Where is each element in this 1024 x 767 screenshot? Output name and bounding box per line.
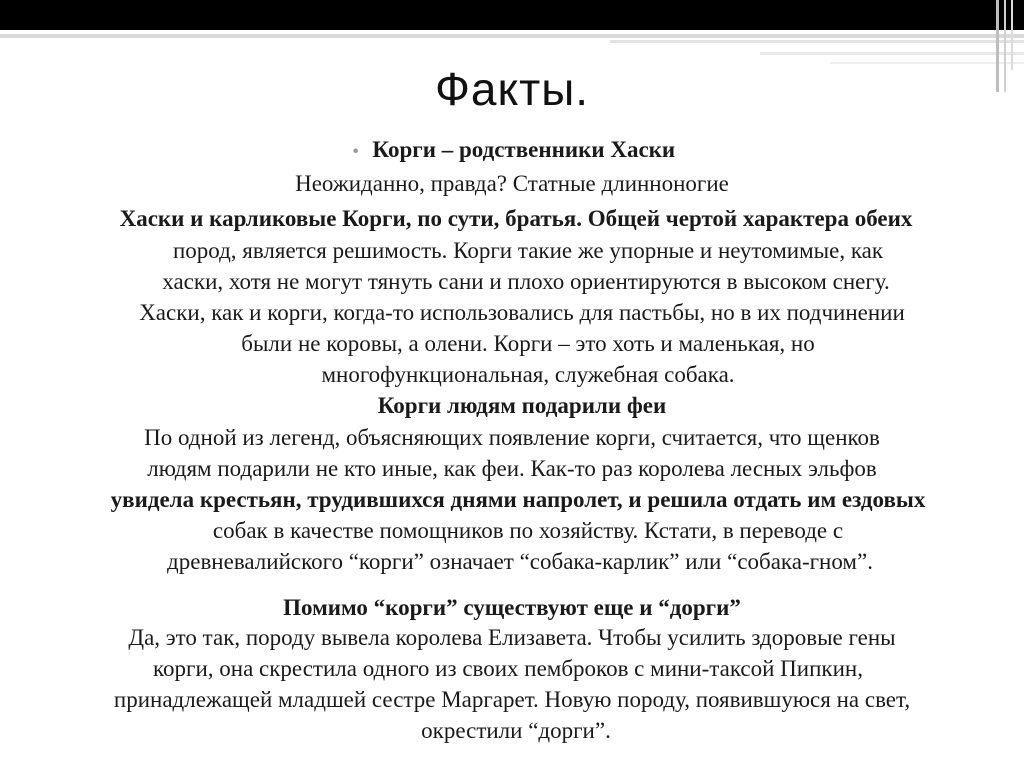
section-heading: Корги людям подарили феи — [377, 393, 667, 418]
decor-stripe — [610, 40, 1024, 43]
text-line: людям подарили не кто иные, как феи. Как-то раз королева лесных эльфов — [147, 456, 877, 481]
text-line: Неожиданно, правда? Статные длинноногие — [295, 171, 729, 196]
text-line: принадлежащей младшей сестре Маргарет. Новую породу, появившуюся на свет, — [113, 687, 911, 712]
section-heading: Помимо “корги” существуют еще и “дорги” — [283, 595, 741, 620]
text-line: Хаски, как и корги, когда-то использовались для пастьбы, но в их подчинении — [139, 300, 905, 325]
text-line: хаски, хотя не могут тянуть сани и плохо ориентируются в высоком снегу. — [162, 269, 890, 294]
bullet-icon: • — [352, 142, 359, 160]
text-line: Хаски и карликовые Корги, по сути, братья. Общей чертой характера обеих — [119, 206, 913, 231]
text-line: древневалийского “корги” означает “собака-карлик” или “собака-гном”. — [167, 549, 873, 574]
bullet-text: Корги – родственники Хаски — [372, 137, 676, 162]
top-bar — [0, 0, 1024, 30]
bullet-heading — [2, 136, 1024, 166]
text-line: увидела крестьян, трудившихся днями напролет, и решила отдать им ездовых — [110, 487, 926, 512]
decor-stripe — [0, 34, 1024, 38]
decor-stripe — [1011, 0, 1013, 70]
text-line: собак в качестве помощников по хозяйству. Кстати, в переводе с — [212, 518, 844, 543]
text-line: были не коровы, а олени. Корги – это хоть и маленькая, но — [241, 331, 815, 356]
decor-stripe — [760, 52, 1024, 55]
text-line: По одной из легенд, объясняющих появление корги, считается, что щенков — [144, 425, 880, 450]
text-line: пород, является решимость. Корги такие же упорные и неутомимые, как — [172, 238, 884, 263]
slide-title: Факты. — [434, 63, 590, 115]
text-line: окрестили “дорги”. — [421, 718, 611, 743]
text-line: многофункциональная, служебная собака. — [321, 362, 735, 387]
text-line: корги, она скрестила одного из своих пемброков с мини-таксой Пипкин, — [153, 656, 863, 681]
text-line: Да, это так, породу вывела королева Елизавета. Чтобы усилить здоровые гены — [128, 625, 896, 650]
